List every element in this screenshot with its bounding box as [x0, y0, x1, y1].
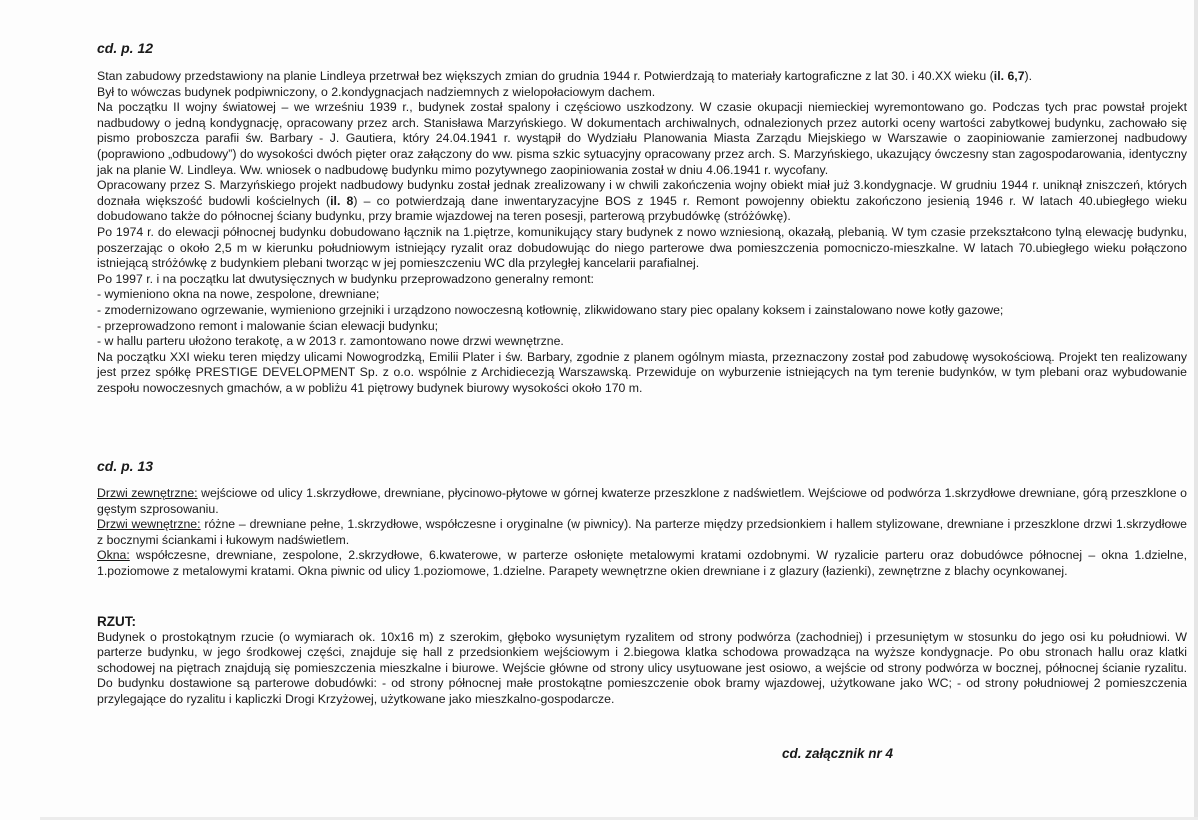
paragraph: Po 1997 r. i na początku lat dwutysięcznych w budynku przeprowadzono generalny remont: [97, 271, 594, 286]
list-item: - przeprowadzono remont i malowanie ścian elewacji budynku; [97, 318, 439, 333]
list-item: - zmodernizowano ogrzewanie, wymieniono grzejniki i urządzono nowoczesną kotłownię, zlikwidowano stary piec opalany koksem i zainstalowano nowe kotły gazowe; [97, 302, 1004, 317]
paragraph: Opracowany przez S. Marzyńskiego projekt nadbudowy budynku został jednak zrealizowany i w chwili zakończenia wojny obiekt miał już 3.kondygnacje. W grudniu 1944 r. uniknął zniszczeń, których doznała większość budowli kościelnych (il. 8) – co potwierdzają dane inwentaryzacyjne BOS z 1945 r. Remont powojenny obiektu zakończono jesienią 1946 r. W latach 40.ubiegłego wieku dobudowano także do północnej ściany budynku, przy bramie wjazdowej na teren posesji, parterową przybudówkę (stróżówkę). [97, 178, 1187, 224]
page-edge-shadow [1194, 0, 1198, 820]
section-heading-p13: cd. p. 13 [97, 458, 154, 474]
paragraph: Budynek o prostokątnym rzucie (o wymiarach ok. 10x16 m) z szerokim, głęboko wysuniętym ryzalitem od strony podwórza (zachodniej) i przesuniętym w stosunku do jego osi ku południowi. W parterze budynku, w jego środkowej części, znajduje się hall z przedsionkiem wejściowym i 2.biegowa klatka schodowa prowadząca na wyższe kondygnacje. Po obu stronach hallu oraz klatki schodowej na piętrach znajdują się pomieszczenia mieszkalne i biurowe. Wejście główne od strony ulicy usytuowane jest osiowo, a wejście od strony podwórza w bocznej, północnej ścianie ryzalitu. Do budynku dostawione są parterowe dobudówki: - od strony północnej małe prostokątne pomieszczenie obok bramy wjazdowej, użytkowane jako WC; - od strony południowej 2 pomieszczenia przylegające do ryzalitu i kapliczki Drogi Krzyżowej, użytkowane jako mieszkalno-gospodarcze. [97, 629, 1187, 706]
list-item: - wymieniono okna na nowe, zespolone, drewniane; [97, 287, 380, 302]
paragraph: Był to wówczas budynek podpiwniczony, o 2.kondygnacjach nadziemnych z wielopołaciowym dachem. [97, 84, 656, 99]
section-heading-p12: cd. p. 12 [97, 40, 154, 56]
paragraph: Na początku II wojny światowej – we wrześniu 1939 r., budynek został spalony i częściowo uszkodzony. W czasie okupacji niemieckiej wyremontowano go. Podczas tych prac powstał projekt nadbudowy o jedną kondygnację, opracowany przez arch. Stanisława Marzyńskiego. W dokumentach archiwalnych, odnalezionych przez autorki oceny wartości zabytkowej budynku, zachowało się pismo proboszcza parafii św. Barbary - J. Gautiera, który 24.04.1941 r. wystąpił do Wydziału Planowania Miasta Zarządu Miejskiego w Warszawie o zaopiniowanie zamierzonej nadbudowy (poprawiono „odbudowy”) do wysokości dwóch pięter oraz załączony do ww. pisma szkic sytuacyjny opracowany przez arch. S. Marzyńskiego, ukazujący ówczesny stan zagospodarowania, identyczny jak na planie W. Lindleya. Ww. wniosek o nadbudowę budynku mimo pozytywnego zaopiniowania został w dniu 4.06.1941 r. wycofany. [97, 100, 1187, 177]
paragraph: Stan zabudowy przedstawiony na planie Lindleya przetrwał bez większych zmian do grudnia 1944 r. Potwierdzają to materiały kartograficzne z lat 30. i 40.XX wieku (il. 6,7). [97, 69, 1033, 83]
paragraph: Drzwi wewnętrzne: różne – drewniane pełne, 1.skrzydłowe, współczesne i oryginalne (w piwnicy). Na parterze między przedsionkiem i hallem stylizowane, drewniane i przeszklone drzwi 1.skrzydłowe z bocznymi ściankami i łukowym nadświetlem. [97, 517, 1188, 547]
section-rzut [97, 614, 1187, 708]
paragraph: Drzwi zewnętrzne: wejściowe od ulicy 1.skrzydłowe, drewniane, płycinowo-płytowe w górnej kwaterze przeszklone z nadświetlem. Wejściowe od podwórza 1.skrzydłowe drewniane, górą przeszklone o gęstym szprosowaniu. [97, 486, 1187, 516]
paragraph: Okna: współczesne, drewniane, zespolone, 2.skrzydłowe, 6.kwaterowe, w parterze osłonięte metalowymi kratami ozdobnymi. W ryzalicie parteru oraz dobudówce północnej – okna 1.dzielne, 1.poziomowe z metalowymi kratami. Okna piwnic od ulicy 1.poziomowe, 1.dzielne. Parapety wewnętrzne okien drewniane i z glazury (łazienki), zewnętrzne z blachy ocynkowanej. [97, 548, 1187, 578]
footer-note: cd. załącznik nr 4 [782, 746, 894, 761]
section-p12-body [97, 69, 1187, 396]
rzut-title: RZUT: [97, 614, 136, 629]
paragraph: Na początku XXI wieku teren między ulicami Nowogrodzką, Emilii Plater i św. Barbary, zgodnie z planem ogólnym miasta, przeznaczony został pod zabudowę wysokościową. Projekt ten realizowany jest przez spółkę PRESTIGE DEVELOPMENT Sp. z o.o. wspólnie z Archidiecezją Warszawską. Przewiduje on wyburzenie istniejących na tym terenie budynków, w tym plebani oraz wybudowanie zespołu nowoczesnych gmachów, a w pobliżu 41 piętrowy budynek biurowy wysokości około 170 m. [97, 349, 1187, 395]
list-item: - w hallu parteru ułożono terakotę, a w 2013 r. zamontowano nowe drzwi wewnętrzne. [97, 334, 564, 349]
paragraph: Po 1974 r. do elewacji północnej budynku dobudowano łącznik na 1.piętrze, komunikujący stary budynek z nowo wzniesioną, okazałą, plebanią. W tym czasie przekształcono tylną elewację budynku, poszerzając o około 2,5 m w kierunku południowym istniejący ryzalit oraz dobudowując do niego parterowe dwa pomieszczenia pomocniczo-mieszkalne. W latach 70.ubiegłego wieku połączono istniejącą stróżówkę z budynkiem plebani tworząc w jej pomieszczeniu WC dla przyległej kancelarii parafialnej. [97, 224, 1187, 271]
section-p13-body [97, 486, 1187, 580]
